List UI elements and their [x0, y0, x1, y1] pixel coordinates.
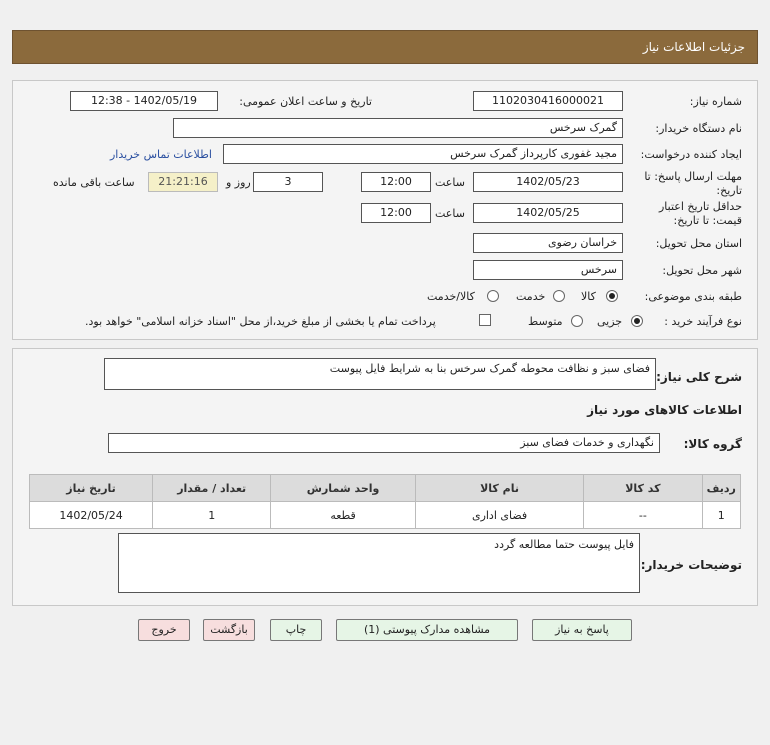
column-header-row-no: ردیف	[702, 475, 740, 502]
process-radio-minor[interactable]	[631, 315, 643, 327]
table-row[interactable]	[30, 502, 741, 529]
deadline-label-1: مهلت ارسال پاسخ: تا	[644, 170, 742, 183]
deadline-time-label: ساعت	[435, 176, 465, 189]
remaining-time-field: 21:21:16	[148, 172, 218, 192]
page-title: جزئیات اطلاعات نیاز	[642, 40, 745, 54]
province-label: استان محل تحویل:	[655, 237, 742, 250]
cell-unit: قطعه	[271, 502, 416, 529]
treasury-payment-note: پرداخت تمام یا بخشی از مبلغ خرید،از محل "اسناد خزانه اسلامی" خواهد بود.	[85, 315, 436, 328]
validity-date-field[interactable]: 1402/05/25	[473, 203, 623, 223]
deadline-label-2: تاریخ:	[716, 184, 742, 197]
goods-group-label: گروه کالا:	[683, 437, 742, 451]
description-label: شرح کلی نیاز:	[656, 370, 742, 384]
exit-button[interactable]: خروج	[138, 619, 190, 641]
process-option-medium: متوسط	[528, 315, 563, 328]
category-option-both: کالا/خدمت	[427, 290, 475, 303]
column-header-quantity: تعداد / مقدار	[153, 475, 271, 502]
table-header-row	[30, 475, 741, 502]
announce-field[interactable]: 1402/05/19 - 12:38	[70, 91, 218, 111]
goods-section-title: اطلاعات کالاهای مورد نیاز	[587, 403, 742, 417]
column-header-code: کد کالا	[584, 475, 702, 502]
buyer-org-label: نام دستگاه خریدار:	[655, 122, 742, 135]
category-radio-service[interactable]	[553, 290, 565, 302]
column-header-name: نام کالا	[415, 475, 583, 502]
cell-name: فضای اداری	[415, 502, 583, 529]
print-button[interactable]: چاپ	[270, 619, 322, 641]
need-number-field[interactable]: 1102030416000021	[473, 91, 623, 111]
remaining-label: ساعت باقی مانده	[53, 176, 135, 189]
category-option-goods: کالا	[581, 290, 596, 303]
need-number-label: شماره نیاز:	[689, 95, 742, 108]
contact-link[interactable]: اطلاعات تماس خریدار	[110, 148, 212, 161]
cell-row-no: 1	[702, 502, 740, 529]
column-header-date: تاریخ نیاز	[30, 475, 153, 502]
buyer-notes-label: توضیحات خریدار:	[640, 558, 742, 572]
days-field[interactable]: 3	[253, 172, 323, 192]
process-option-minor: جزیی	[597, 315, 623, 328]
province-field[interactable]: خراسان رضوی	[473, 233, 623, 253]
goods-group-field[interactable]: نگهداری و خدمات فضای سبز	[108, 433, 660, 453]
city-field[interactable]: سرخس	[473, 260, 623, 280]
column-header-unit: واحد شمارش	[271, 475, 416, 502]
buyer-org-field[interactable]: گمرک سرخس	[173, 118, 623, 138]
buyer-notes-field[interactable]: فایل پیوست حتما مطالعه گردد	[118, 533, 640, 593]
deadline-time-field[interactable]: 12:00	[361, 172, 431, 192]
creator-field[interactable]: مجید غفوری کارپرداز گمرک سرخس	[223, 144, 623, 164]
category-radio-goods[interactable]	[606, 290, 618, 302]
page-header	[12, 30, 758, 64]
announce-label: تاریخ و ساعت اعلان عمومی:	[239, 95, 372, 108]
process-label: نوع فرآیند خرید :	[664, 315, 742, 328]
description-field[interactable]: فضای سبز و نظافت محوطه گمرک سرخس بنا به شرایط فایل پیوست	[104, 358, 656, 390]
cell-date: 1402/05/24	[30, 502, 153, 529]
days-label: روز و	[226, 176, 251, 189]
cell-quantity: 1	[153, 502, 271, 529]
category-label: طبقه بندی موضوعی:	[644, 290, 742, 303]
creator-label: ایجاد کننده درخواست:	[640, 148, 742, 161]
validity-time-field[interactable]: 12:00	[361, 203, 431, 223]
validity-time-label: ساعت	[435, 207, 465, 220]
validity-label-2: قیمت: تا تاریخ:	[673, 214, 742, 227]
treasury-payment-checkbox[interactable]	[479, 314, 491, 326]
category-radio-both[interactable]	[487, 290, 499, 302]
category-option-service: خدمت	[516, 290, 546, 303]
cell-code: --	[584, 502, 702, 529]
process-radio-medium[interactable]	[571, 315, 583, 327]
view-attachments-button[interactable]: مشاهده مدارک پیوستی (1)	[336, 619, 518, 641]
city-label: شهر محل تحویل:	[662, 264, 742, 277]
back-button[interactable]: بازگشت	[203, 619, 255, 641]
validity-label-1: حداقل تاریخ اعتبار	[658, 200, 742, 213]
deadline-date-field[interactable]: 1402/05/23	[473, 172, 623, 192]
goods-table	[29, 474, 741, 529]
reply-button[interactable]: پاسخ به نیاز	[532, 619, 632, 641]
